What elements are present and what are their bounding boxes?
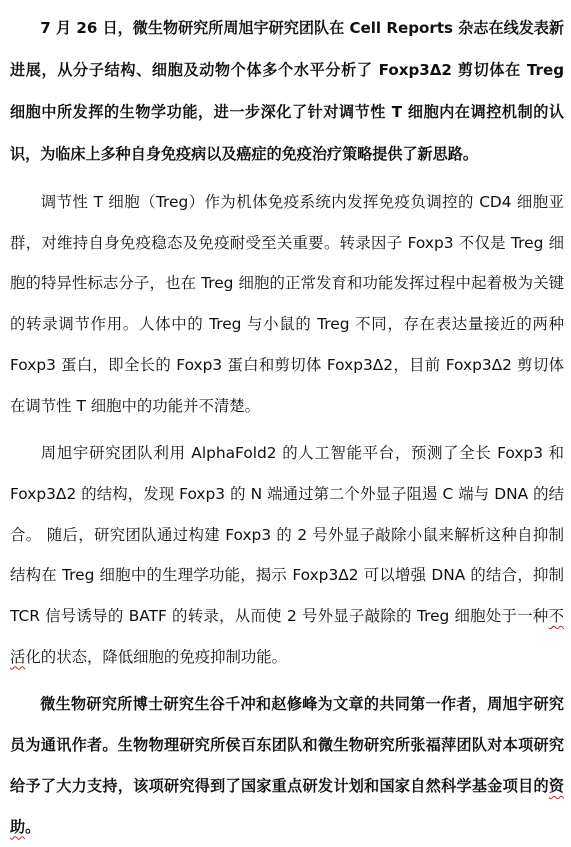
spellcheck-flagged-word: 资助 (10, 776, 564, 836)
paragraph-research-method-end: 化的状态，降低细胞的免疫抑制功能。 (25, 647, 288, 666)
paragraph-authors-funding-end: 。 (25, 817, 41, 836)
paragraph-research-method (10, 433, 564, 677)
paragraph-research-method-text: 周旭宇研究团队利用 AlphaFold2 的人工智能平台，预测了全长 Foxp3 和 Foxp3Δ2 的结构，发现 Foxp3 的 N 端通过第二个外显子阻遏 C 端与 DNA 的结合。 随后，研究团队通过构建 Foxp3 的 2 号外显子敲除小鼠来解析这种自抑制结构在 Treg 细胞中的生理学功能，揭示 Foxp3Δ2 可以增强 DNA 的结合，抑制 TCR 信号诱导的 BATF 的转录，从而使 2 号外显子敲除的 Treg 细胞处于一种 (10, 444, 564, 626)
paragraph-intro: 7 月 26 日，微生物研究所周旭宇研究团队在 Cell Reports 杂志在线发表新进展，从分子结构、细胞及动物个体多个水平分析了 Foxp3Δ2 剪切体在 Treg 细胞中所发挥的生物学功能，进一步深化了针对调节性 T 细胞内在调控机制的认识，为临床上多种自身免疫病以及癌症的免疫治疗策略提供了新思路。 (10, 19, 564, 163)
paragraph-authors-funding-text: 微生物研究所博士研究生谷千冲和赵修峰为文章的共同第一作者，周旭宇研究员为通讯作者。生物物理研究所侯百东团队和微生物研究所张福萍团队对本项研究给予了大力支持，该项研究得到了国家重点研发计划和国家自然科学基金项目的 (10, 695, 564, 795)
paragraph-authors-funding (10, 684, 564, 847)
paragraph-treg-background: 调节性 T 细胞（Treg）作为机体免疫系统内发挥免疫负调控的 CD4 细胞亚群，对维持自身免疫稳态及免疫耐受至关重要。转录因子 Foxp3 不仅是 Treg 细胞的特异性标志分子，也在 Treg 细胞的正常发育和功能发挥过程中起着极为关键的转录调节作用。人体中的 Treg 与小鼠的 Treg 不同，存在表达量接近的两种 Foxp3 蛋白，即全长的 Foxp3 蛋白和剪切体 Foxp3Δ2，目前 Foxp3Δ2 剪切体在调节性 T 细胞中的功能并不清楚。 (10, 193, 564, 415)
spellcheck-flagged-word: 不活 (10, 607, 564, 666)
document-body (10, 7, 564, 847)
